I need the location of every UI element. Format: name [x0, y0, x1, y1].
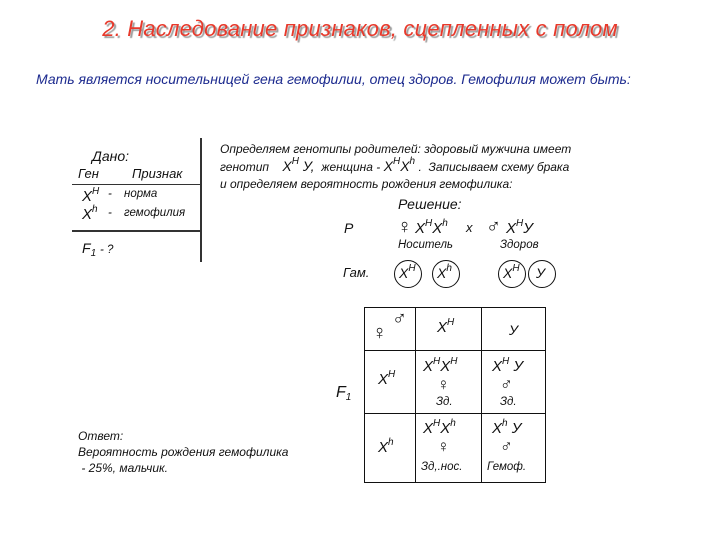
given-divider — [72, 230, 202, 232]
gamete-father-2: У — [536, 265, 545, 281]
corner-female-icon: ♀ — [372, 322, 387, 344]
given-gene-hemophilia: $X^h$ — [82, 204, 98, 223]
punnett-square — [364, 307, 546, 483]
parents-label: P — [344, 220, 354, 236]
given-trait-hemophilia: гемофилия — [124, 207, 186, 219]
given-col-trait: Признак — [132, 166, 183, 181]
punnett-line-h2 — [364, 413, 546, 414]
punnett-line-h1 — [364, 350, 546, 351]
cell-genotype: $X^H$ У — [492, 356, 524, 375]
female-symbol-icon: ♀ — [437, 375, 450, 394]
male-symbol-icon: ♂ — [500, 375, 513, 394]
cross-sign: x — [466, 220, 473, 235]
corner-male-icon: ♂ — [392, 308, 407, 330]
father-genotype: $X^HУ$ — [506, 218, 533, 237]
page-title: 2. Наследование признаков, сцепленных с полом — [102, 16, 618, 41]
gamete-father-1: $X^H$ — [503, 263, 520, 281]
male-symbol-icon: ♂ — [486, 216, 501, 238]
given-vertical-line — [200, 138, 202, 262]
punnett-line-v1 — [415, 307, 416, 483]
given-gene-normal: $X^H$ — [82, 186, 100, 205]
problem-statement: Мать является носительницей гена гемофилии, отец здоров. Гемофилия может быть: — [36, 71, 631, 87]
punnett-female-gamete-1: $X^H$ — [378, 369, 396, 388]
cell-phenotype: Зд. — [500, 396, 517, 408]
male-symbol-icon: ♂ — [500, 437, 513, 456]
father-caption: Здоров — [500, 239, 539, 251]
explanation-line2: генотип $X^H$ У, женщина - $X^HX^h$ . Записываем схему брака — [220, 156, 570, 174]
answer-line3: - 25%, мальчик. — [78, 461, 169, 475]
mother-caption: Носитель — [398, 239, 453, 251]
answer-line2: Вероятность рождения гемофилика — [78, 445, 289, 459]
given-dash-hemophilia: - — [108, 207, 112, 219]
gamete-mother-1: $X^H$ — [399, 263, 416, 281]
given-trait-normal: норма — [124, 188, 158, 200]
punnett-male-gamete-1: $X^H$ — [437, 317, 455, 336]
punnett-male-gamete-2: У — [509, 322, 518, 338]
cell-phenotype: Гемоф. — [487, 461, 527, 473]
explanation-line3: и определяем вероятность рождения гемофилика: — [220, 177, 513, 191]
f1-label: $F_1$ — [336, 384, 352, 403]
gamete-mother-2: $X^h$ — [437, 263, 452, 281]
given-header: Дано: — [92, 148, 130, 164]
given-dash-normal: - — [108, 188, 112, 200]
solution-header: Решение: — [398, 196, 462, 212]
punnett-female-gamete-2: $X^h$ — [378, 437, 394, 456]
cell-genotype: $X^h$ У — [492, 418, 522, 437]
cell-genotype: $X^HX^H$ — [423, 356, 458, 375]
cell-phenotype: Зд. — [436, 396, 453, 408]
cell-phenotype: Зд,.нос. — [421, 461, 463, 473]
cell-genotype: $X^HX^h$ — [423, 418, 456, 437]
given-find: $F_1$ - ? — [82, 240, 114, 259]
answer-line1: Ответ: — [78, 429, 124, 443]
female-symbol-icon: ♀ — [437, 437, 450, 456]
female-symbol-icon: ♀ — [397, 216, 412, 238]
given-col-gene: Ген — [78, 166, 99, 181]
mother-genotype: $X^HX^h$ — [415, 218, 448, 237]
punnett-line-v2 — [481, 307, 482, 483]
gametes-label: Гам. — [343, 265, 370, 280]
explanation-line1: Определяем генотипы родителей: здоровый мужчина имеет — [220, 142, 572, 156]
